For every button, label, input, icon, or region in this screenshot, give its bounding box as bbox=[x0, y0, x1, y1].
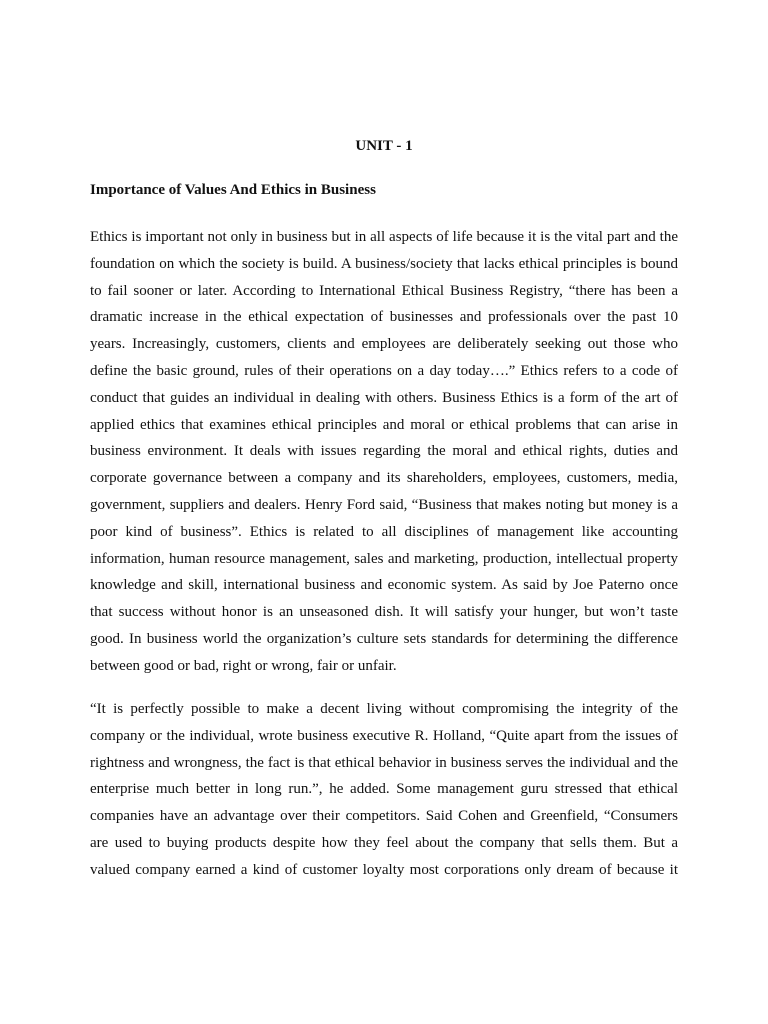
paragraph-line: corporate governance between a company and its shareholders, employees, customers, media, bbox=[90, 470, 678, 487]
paragraph-line: business environment. It deals with issues regarding the moral and ethical rights, duties and bbox=[90, 443, 678, 460]
paragraph-line: dramatic increase in the ethical expectation of businesses and professionals over the past 10 bbox=[90, 309, 678, 326]
body-paragraph bbox=[90, 224, 678, 680]
section-title: Importance of Values And Ethics in Business bbox=[90, 182, 376, 198]
body-paragraph bbox=[90, 696, 678, 884]
paragraph-line: poor kind of business”. Ethics is related to all disciplines of management like accounting bbox=[90, 523, 678, 540]
paragraph-line: applied ethics that examines ethical principles and moral or ethical problems that can arise in bbox=[90, 416, 678, 433]
paragraph-line: to fail sooner or later. According to International Ethical Business Registry, “there has been a bbox=[90, 282, 678, 299]
paragraph-line: company or the individual, wrote business executive R. Holland, “Quite apart from the issues of bbox=[90, 727, 678, 744]
paragraph-line: companies have an advantage over their competitors. Said Cohen and Greenfield, “Consumers bbox=[90, 808, 678, 825]
paragraph-line: rightness and wrongness, the fact is that ethical behavior in business serves the individual and the bbox=[90, 754, 678, 771]
paragraph-line: between good or bad, right or wrong, fair or unfair. bbox=[90, 657, 397, 674]
paragraph-line: foundation on which the society is build. A business/society that lacks ethical principles is bound bbox=[90, 255, 678, 272]
paragraph-line: that success without honor is an unseasoned dish. It will satisfy your hunger, but won’t taste bbox=[90, 604, 678, 621]
paragraph-line: government, suppliers and dealers. Henry Ford said, “Business that makes noting but money is a bbox=[90, 496, 678, 513]
paragraph-line: knowledge and skill, international business and economic system. As said by Joe Paterno once bbox=[90, 577, 678, 594]
paragraph-line: Ethics is important not only in business but in all aspects of life because it is the vital part and the bbox=[90, 229, 678, 245]
unit-heading: UNIT - 1 bbox=[355, 138, 413, 154]
paragraph-line: define the basic ground, rules of their operations on a day today….” Ethics refers to a code of bbox=[90, 362, 678, 379]
paragraph-line: are used to buying products despite how they feel about the company that sells them. But a bbox=[90, 834, 678, 851]
paragraph-line: information, human resource management, sales and marketing, production, intellectual property bbox=[90, 550, 678, 567]
paragraph-line: years. Increasingly, customers, clients and employees are deliberately seeking out those who bbox=[90, 336, 678, 353]
paragraph-line: conduct that guides an individual in dealing with others. Business Ethics is a form of the art of bbox=[90, 389, 678, 406]
paragraph-line: good. In business world the organization’s culture sets standards for determining the difference bbox=[90, 630, 678, 647]
paragraph-line: “It is perfectly possible to make a decent living without compromising the integrity of the bbox=[90, 701, 678, 717]
paragraph-line: valued company earned a kind of customer loyalty most corporations only dream of because it bbox=[90, 861, 678, 878]
paragraph-line: enterprise much better in long run.”, he added. Some management guru stressed that ethical bbox=[90, 781, 678, 798]
